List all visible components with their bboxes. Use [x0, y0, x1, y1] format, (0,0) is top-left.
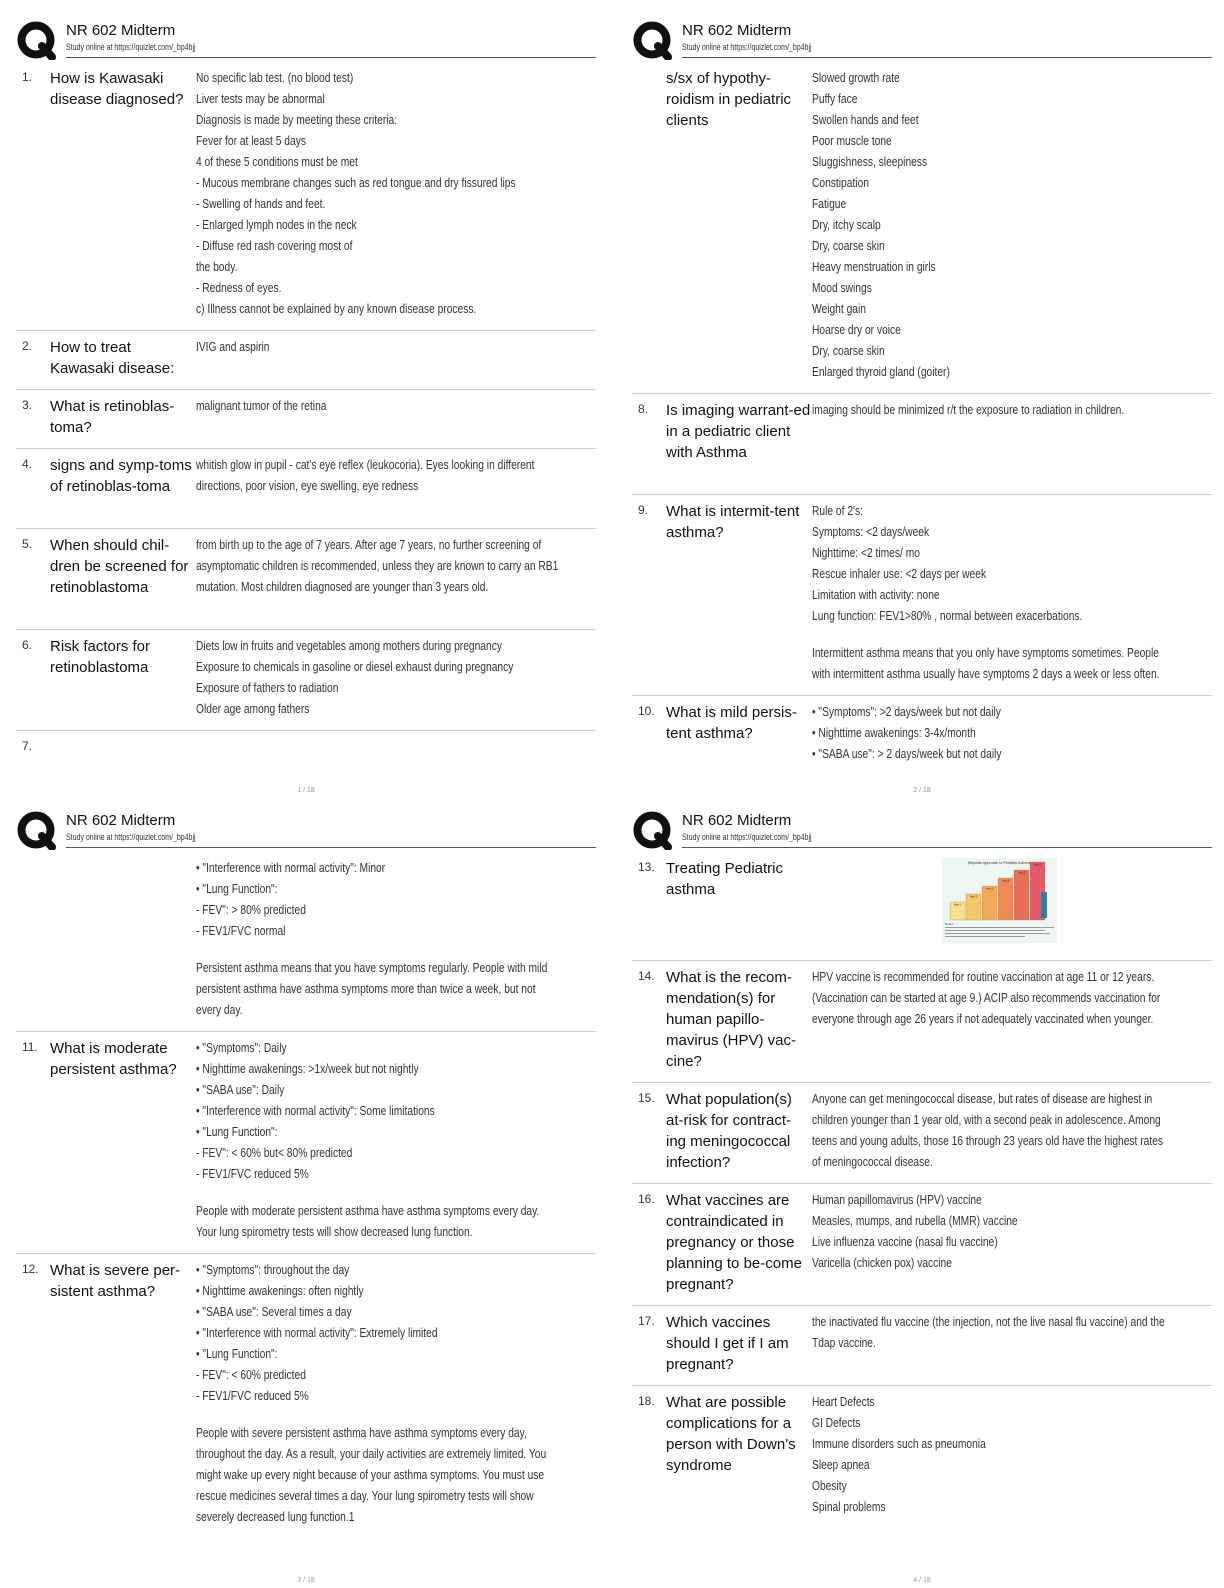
- card-definition: [196, 1260, 596, 1528]
- card-definition: [196, 337, 596, 358]
- page-1: [16, 18, 596, 798]
- card-number: 15.: [638, 1091, 655, 1105]
- definition-line: Symptoms: <2 days/week: [812, 525, 930, 539]
- definition-line: Dry, coarse skin: [812, 239, 885, 253]
- doc-title: NR 602 Midterm: [682, 812, 792, 829]
- definition-line: No specific lab test. (no blood test): [196, 71, 354, 85]
- quizlet-logo-icon: [16, 20, 56, 60]
- page-4: [632, 808, 1212, 1588]
- definition-line: - FEV1/FVC normal: [196, 924, 286, 938]
- definition-line: Live influenza vaccine (nasal flu vaccine): [812, 1235, 998, 1249]
- definition-line: Enlarged thyroid gland (goiter): [812, 365, 950, 379]
- card-number: 2.: [22, 339, 33, 353]
- card-number: 5.: [22, 537, 33, 551]
- flashcard: [632, 696, 1212, 775]
- definition-line: the inactivated flu vaccine (the injection, not the live nasal flu vaccine) and the: [812, 1315, 1165, 1329]
- definition-line: - FEV": < 60% predicted: [196, 1368, 306, 1382]
- card-term: What are possible complications for a person with Down's syndrome: [666, 1394, 796, 1474]
- definition-line: Heavy menstruation in girls: [812, 260, 936, 274]
- definition-line: Mood swings: [812, 281, 872, 295]
- definition-line: • "Symptoms": Daily: [196, 1041, 287, 1055]
- flashcard: [632, 1083, 1212, 1184]
- definition-line: Weight gain: [812, 302, 866, 316]
- header-rule: [66, 57, 596, 58]
- definition-line: severely decreased lung function.1: [196, 1510, 355, 1524]
- page-header: [16, 18, 596, 62]
- step-label: Step 4: [1001, 879, 1010, 883]
- definition-line: • Nighttime awakenings: often nightly: [196, 1284, 364, 1298]
- definition-line: [196, 1407, 524, 1423]
- definition-line: Lung function: FEV1>80% , normal between exacerbations.: [812, 609, 1083, 623]
- card-definition: [196, 858, 596, 1021]
- definition-line: - Redness of eyes.: [196, 281, 282, 295]
- definition-line: Sluggishness, sleepiness: [812, 155, 928, 169]
- doc-title: NR 602 Midterm: [66, 812, 176, 829]
- definition-line: Spinal problems: [812, 1500, 886, 1514]
- step-label: Step 2: [969, 895, 978, 899]
- definition-line: • "Lung Function":: [196, 882, 278, 896]
- header-rule: [66, 847, 596, 848]
- card-definition: [812, 1089, 1212, 1173]
- definition-line: Swollen hands and feet: [812, 113, 919, 127]
- doc-title: NR 602 Midterm: [682, 22, 792, 39]
- definition-line: Measles, mumps, and rubella (MMR) vaccine: [812, 1214, 1018, 1228]
- definition-line: - FEV1/FVC reduced 5%: [196, 1167, 309, 1181]
- card-number: 13.: [638, 860, 655, 874]
- definition-line: • "Interference with normal activity": Some limitations: [196, 1104, 435, 1118]
- definition-line: [196, 942, 524, 958]
- definition-line: Constipation: [812, 176, 869, 190]
- definition-line: Fever for at least 5 days: [196, 134, 306, 148]
- definition-line: Older age among fathers: [196, 702, 310, 716]
- definition-line: People with severe persistent asthma have asthma symptoms every day,: [196, 1426, 527, 1440]
- flashcard: [632, 394, 1212, 495]
- step-label: Step 5: [1017, 871, 1026, 875]
- definition-line: Human papillomavirus (HPV) vaccine: [812, 1193, 982, 1207]
- flashcard: [16, 331, 596, 390]
- definition-line: - Swelling of hands and feet.: [196, 197, 326, 211]
- quizlet-logo-icon: [16, 810, 56, 850]
- flashcard: [632, 1184, 1212, 1306]
- card-definition: [196, 636, 596, 720]
- definition-line: • Nighttime awakenings: 3-4x/month: [812, 726, 976, 740]
- definition-line: Immune disorders such as pneumonia: [812, 1437, 986, 1451]
- step-label: Step 1: [953, 903, 962, 907]
- asthma-stepwise-figure: [942, 858, 1057, 943]
- definition-line: Persistent asthma means that you have symptoms regularly. People with mild: [196, 961, 548, 975]
- card-number: 12.: [22, 1262, 39, 1276]
- card-number: 16.: [638, 1192, 655, 1206]
- page-2: [632, 18, 1212, 798]
- flashcard: [632, 1306, 1212, 1386]
- doc-subtitle-link[interactable]: Study online at https://quizlet.com/_bp4bjj: [682, 42, 812, 52]
- flashcard: [632, 1386, 1212, 1528]
- definition-line: Hoarse dry or voice: [812, 323, 901, 337]
- card-term: Treating Pediatric asthma: [666, 860, 783, 898]
- header-rule: [682, 847, 1212, 848]
- flashcard: [16, 529, 596, 630]
- definition-line: directions, poor vision, eye swelling, eye redness: [196, 479, 419, 493]
- definition-line: from birth up to the age of 7 years. After age 7 years, no further screening of: [196, 538, 542, 552]
- page-footer: 1 / 18: [297, 787, 315, 794]
- definition-line: imaging should be minimized r/t the exposure to radiation in children.: [812, 403, 1125, 417]
- definition-line: - FEV1/FVC reduced 5%: [196, 1389, 309, 1403]
- quizlet-logo-icon: [632, 810, 672, 850]
- card-definition: [812, 858, 1212, 950]
- definition-line: Sleep apnea: [812, 1458, 870, 1472]
- card-definition: [196, 1038, 596, 1243]
- card-number: 11.: [22, 1040, 38, 1054]
- definition-line: Puffy face: [812, 92, 858, 106]
- definition-line: asymptomatic children is recommended, unless they are known to carry an RB1: [196, 559, 559, 573]
- card-term: What is the recom-mendation(s) for human papillo-mavirus (HPV) vac-cine?: [666, 969, 797, 1070]
- definition-line: Intermittent asthma means that you only have symptoms sometimes. People: [812, 646, 1159, 660]
- definition-line: Dry, itchy scalp: [812, 218, 881, 232]
- card-term: Risk factors for retinoblastoma: [50, 638, 151, 676]
- card-definition: [812, 68, 1212, 383]
- step-bar: [998, 878, 1013, 920]
- card-definition: [812, 501, 1212, 685]
- definition-line: might wake up every night because of your asthma symptoms. You must use: [196, 1468, 545, 1482]
- flashcard: [16, 630, 596, 731]
- card-number: 8.: [638, 402, 649, 416]
- definition-line: rescue medicines several times a day. Your lung spirometry tests will show: [196, 1489, 534, 1503]
- doc-title: NR 602 Midterm: [66, 22, 176, 39]
- definition-line: • "SABA use": Daily: [196, 1083, 285, 1097]
- page-footer: 3 / 18: [297, 1577, 315, 1584]
- card-definition: [812, 1392, 1212, 1518]
- definition-line: - FEV": < 60% but< 80% predicted: [196, 1146, 353, 1160]
- definition-line: - Enlarged lymph nodes in the neck: [196, 218, 357, 232]
- definition-line: • "Lung Function":: [196, 1347, 278, 1361]
- definition-line: People with moderate persistent asthma have asthma symptoms every day.: [196, 1204, 540, 1218]
- definition-line: Slowed growth rate: [812, 71, 900, 85]
- card-number: 14.: [638, 969, 655, 983]
- card-term: When should chil-dren be screened for retinoblastoma: [50, 537, 189, 596]
- definition-line: [812, 627, 1140, 643]
- definition-line: Rule of 2's:: [812, 504, 863, 518]
- definition-line: Diets low in fruits and vegetables among mothers during pregnancy: [196, 639, 502, 653]
- card-term: What is mild persis-tent asthma?: [666, 704, 797, 742]
- definition-line: Nighttime: <2 times/ mo: [812, 546, 920, 560]
- card-term: How to treat Kawasaki disease:: [50, 339, 175, 377]
- step-label: Step 3: [985, 887, 994, 891]
- definition-line: Exposure of fathers to radiation: [196, 681, 339, 695]
- definition-line: children younger than 1 year old, with a second peak in adolescence. Among: [812, 1113, 1161, 1127]
- doc-subtitle-link[interactable]: Study online at https://quizlet.com/_bp4bjj: [682, 832, 812, 842]
- definition-line: Obesity: [812, 1479, 847, 1493]
- page-footer: 4 / 18: [913, 1577, 931, 1584]
- definition-line: Dry, coarse skin: [812, 344, 885, 358]
- definition-line: Varicella (chicken pox) vaccine: [812, 1256, 952, 1270]
- step-label: Step 6: [1033, 863, 1042, 867]
- card-number: 18.: [638, 1394, 655, 1408]
- card-number: 17.: [638, 1314, 655, 1328]
- definition-line: Tdap vaccine.: [812, 1336, 876, 1350]
- definition-line: Your lung spirometry tests will show decreased lung function.: [196, 1225, 473, 1239]
- definition-line: teens and young adults, those 16 through 23 years old have the highest rates: [812, 1134, 1164, 1148]
- definition-line: • "SABA use": > 2 days/week but not daily: [812, 747, 1002, 761]
- card-number: 10.: [638, 704, 655, 718]
- card-term: What population(s) at-risk for contract-ing meningococcal infection?: [666, 1091, 792, 1171]
- definition-line: • "Symptoms": throughout the day: [196, 1263, 350, 1277]
- definition-line: Diagnosis is made by meeting these criteria:: [196, 113, 398, 127]
- definition-line: GI Defects: [812, 1416, 861, 1430]
- definition-line: • "Lung Function":: [196, 1125, 278, 1139]
- flashcard: [16, 731, 596, 753]
- card-definition: [196, 396, 596, 417]
- definition-line: every day.: [196, 1003, 243, 1017]
- inhaler-icon: [1041, 892, 1047, 918]
- doc-subtitle-link[interactable]: Study online at https://quizlet.com/_bp4bjj: [66, 42, 196, 52]
- card-term: What is severe per-sistent asthma?: [50, 1262, 181, 1300]
- definition-line: Anyone can get meningococcal disease, but rates of disease are highest in: [812, 1092, 1153, 1106]
- card-term: Which vaccines should I get if I am pregnant?: [666, 1314, 789, 1373]
- card-number: 3.: [22, 398, 33, 412]
- definition-line: (Vaccination can be started at age 9.) ACIP also recommends vaccination for: [812, 991, 1161, 1005]
- flashcard: [16, 1254, 596, 1538]
- definition-line: c) Illness cannot be explained by any known disease process.: [196, 302, 477, 316]
- doc-subtitle-link[interactable]: Study online at https://quizlet.com/_bp4bjj: [66, 832, 196, 842]
- card-definition: [196, 535, 596, 598]
- card-term: signs and symp-toms of retinoblas-toma: [50, 457, 192, 495]
- step-bar: [1014, 870, 1029, 920]
- definition-line: of meningococcal disease.: [812, 1155, 933, 1169]
- card-definition: [812, 967, 1212, 1030]
- flashcard: [16, 390, 596, 449]
- card-definition: [812, 1190, 1212, 1274]
- page-header: [632, 18, 1212, 62]
- card-definition: [812, 400, 1212, 421]
- quizlet-logo-icon: [632, 20, 672, 60]
- definition-line: - Diffuse red rash covering most of: [196, 239, 353, 253]
- figure-title: Stepwise Approach to Pediatric Asthma: [967, 861, 1031, 865]
- definition-line: • "Interference with normal activity": Minor: [196, 861, 386, 875]
- definition-line: with intermittent asthma usually have symptoms 2 days a week or less often.: [812, 667, 1160, 681]
- card-definition: [196, 68, 596, 320]
- definition-line: persistent asthma have asthma symptoms more than twice a week, but not: [196, 982, 536, 996]
- definition-line: Limitation with activity: none: [812, 588, 940, 602]
- flashcard: [16, 852, 596, 1032]
- definition-line: • "SABA use": Several times a day: [196, 1305, 352, 1319]
- definition-line: IVIG and aspirin: [196, 340, 270, 354]
- card-term: What is retinoblas-toma?: [50, 398, 175, 436]
- definition-line: everyone through age 26 years if not adequately vaccinated when younger.: [812, 1012, 1154, 1026]
- card-definition: [196, 455, 596, 497]
- definition-line: - Mucous membrane changes such as red tongue and dry fissured lips: [196, 176, 516, 190]
- page-header: [16, 808, 596, 852]
- flashcard: [16, 449, 596, 529]
- definition-line: Rescue inhaler use: <2 days per week: [812, 567, 987, 581]
- figure-notes-label: Notes:: [945, 922, 954, 926]
- flashcard: [16, 62, 596, 331]
- card-term: What vaccines are contraindicated in pregnancy or those planning to be-come pregnant?: [666, 1192, 802, 1293]
- flashcard: [632, 62, 1212, 394]
- flashcard: [16, 1032, 596, 1254]
- definition-line: Fatigue: [812, 197, 847, 211]
- definition-line: [196, 1185, 524, 1201]
- card-term: What is moderate persistent asthma?: [50, 1040, 177, 1078]
- card-number: 9.: [638, 503, 649, 517]
- definition-line: mutation. Most children diagnosed are younger than 3 years old.: [196, 580, 489, 594]
- card-term: How is Kawasaki disease diagnosed?: [50, 70, 184, 108]
- page-footer: 2 / 18: [913, 787, 931, 794]
- step-bar: [982, 886, 997, 920]
- definition-line: throughout the day. As a result, your daily activities are extremely limited. You: [196, 1447, 547, 1461]
- definition-line: HPV vaccine is recommended for routine vaccination at age 11 or 12 years.: [812, 970, 1155, 984]
- flashcard: [632, 961, 1212, 1083]
- definition-line: • "Symptoms": >2 days/week but not daily: [812, 705, 1001, 719]
- definition-line: • "Interference with normal activity": Extremely limited: [196, 1326, 438, 1340]
- definition-line: • Nighttime awakenings: >1x/week but not nightly: [196, 1062, 419, 1076]
- definition-line: Liver tests may be abnormal: [196, 92, 325, 106]
- page-header: [632, 808, 1212, 852]
- card-term: What is intermit-tent asthma?: [666, 503, 800, 541]
- definition-line: Poor muscle tone: [812, 134, 892, 148]
- flashcard: [632, 852, 1212, 961]
- definition-line: the body.: [196, 260, 238, 274]
- card-definition: [812, 1312, 1212, 1354]
- card-term: s/sx of hypothy-roidism in pediatric clients: [666, 70, 792, 129]
- card-number: 1.: [22, 70, 33, 84]
- definition-line: 4 of these 5 conditions must be met: [196, 155, 358, 169]
- header-rule: [682, 57, 1212, 58]
- definition-line: whitish glow in pupil - cat's eye reflex (leukocoria). Eyes looking in different: [196, 458, 535, 472]
- card-definition: [812, 702, 1212, 765]
- page-3: [16, 808, 596, 1588]
- card-number: 6.: [22, 638, 33, 652]
- definition-line: - FEV": > 80% predicted: [196, 903, 306, 917]
- definition-line: malignant tumor of the retina: [196, 399, 327, 413]
- card-term: Is imaging warrant-ed in a pediatric client with Asthma: [666, 402, 811, 461]
- definition-line: Exposure to chemicals in gasoline or diesel exhaust during pregnancy: [196, 660, 514, 674]
- flashcard: [632, 495, 1212, 696]
- card-number: 4.: [22, 457, 33, 471]
- definition-line: Heart Defects: [812, 1395, 875, 1409]
- card-number: 7.: [22, 739, 33, 753]
